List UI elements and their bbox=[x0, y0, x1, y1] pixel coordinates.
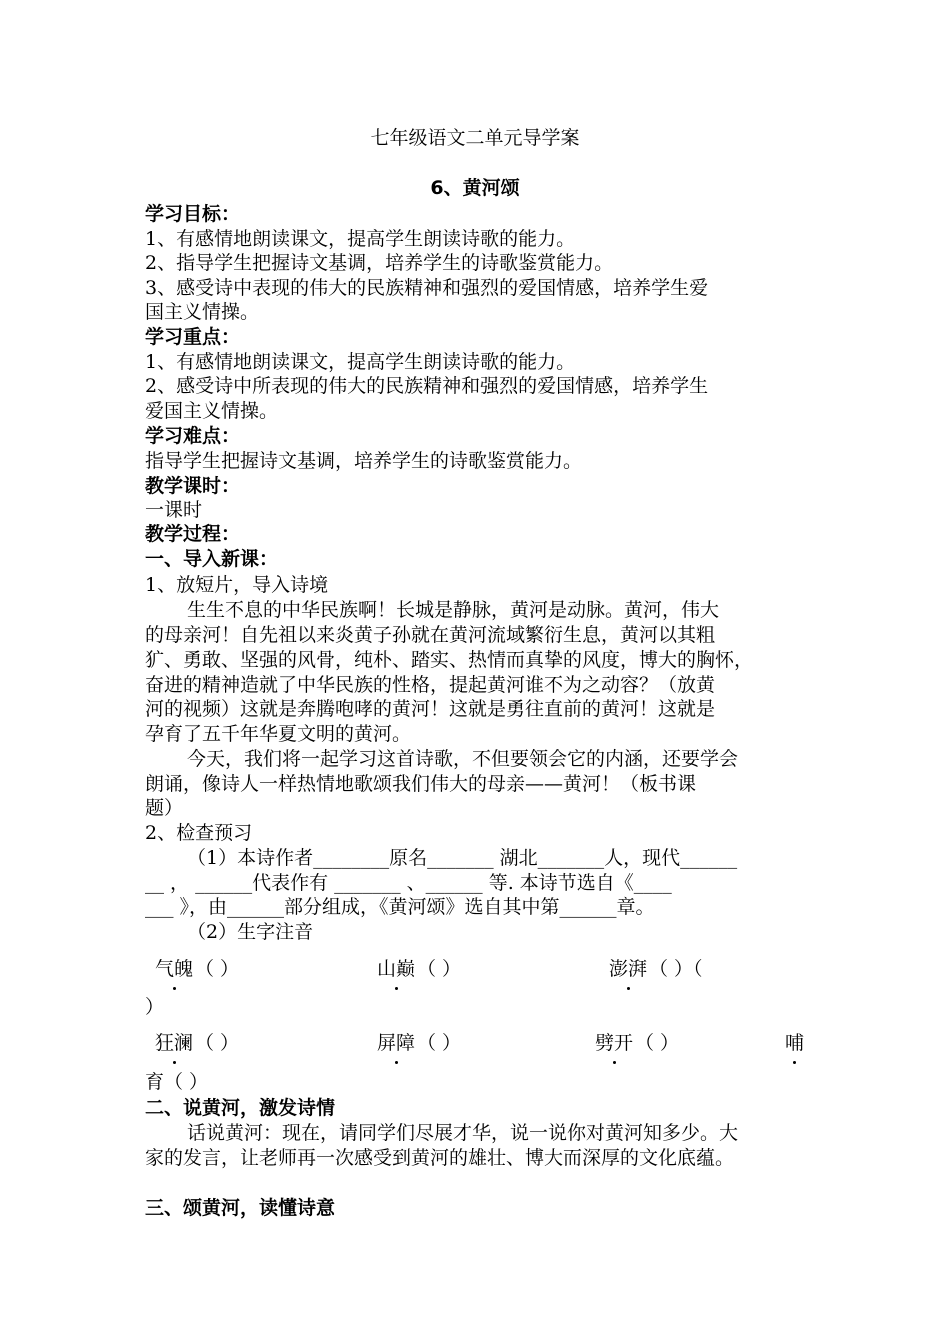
key-item: 1、有感情地朗读课文，提高学生朗读诗歌的能力。 bbox=[145, 351, 576, 373]
pinyin-blank-cont: ） bbox=[145, 996, 165, 1018]
pinyin-blank: （ ） bbox=[417, 958, 462, 980]
fill-blank-line: ___ 》，由______部分组成，《黄河颂》选自其中第______章。 bbox=[145, 896, 655, 918]
pinyin-item bbox=[377, 1031, 415, 1055]
hours-text: 一课时 bbox=[145, 499, 203, 521]
paragraph-line: 朗诵，像诗人一样热情地歌颂我们伟大的母亲——黄河！（板书课 bbox=[145, 773, 697, 795]
dotted-char: 气魄 bbox=[155, 958, 194, 980]
dotted-char: 哺 bbox=[785, 1032, 805, 1054]
heading-difficulties: 学习难点： bbox=[145, 425, 241, 447]
goal-item: 3、感受诗中表现的伟大的民族精神和强烈的爱国情感，培养学生爱 bbox=[145, 277, 709, 299]
pinyin-item-cont: 育（ ） bbox=[145, 1071, 209, 1093]
fill-blank-line: （1）本诗作者________原名_______ 湖北_______人，现代______ bbox=[187, 847, 738, 869]
goal-item-cont: 国主义情操。 bbox=[145, 301, 260, 323]
pinyin-blank: （ ） bbox=[195, 958, 240, 980]
paragraph-line: 今天，我们将一起学习这首诗歌，不但要领会它的内涵，还要学会 bbox=[187, 748, 739, 770]
section-1-heading: 一、导入新课： bbox=[145, 548, 279, 570]
subsection-heading: 2、检查预习 bbox=[145, 822, 253, 844]
pinyin-item bbox=[155, 957, 193, 981]
fill-blank-line: __ ， ______代表作有 _______ 、______ 等. 本诗节选自《____ bbox=[145, 872, 672, 894]
paragraph-line: 河的视频）这就是奔腾咆哮的黄河！这就是勇往直前的黄河！这就是 bbox=[145, 698, 716, 720]
dotted-char: 山巅 bbox=[377, 958, 416, 980]
dotted-char: 澎湃 bbox=[609, 958, 648, 980]
section-3-heading: 三、颂黄河，读懂诗意 bbox=[145, 1197, 336, 1219]
paragraph-line: 奋进的精神造就了中华民族的性格，提起黄河谁不为之动容？（放黄 bbox=[145, 674, 716, 696]
heading-hours: 教学课时： bbox=[145, 475, 241, 497]
pinyin-item bbox=[785, 1031, 804, 1055]
pinyin-item bbox=[377, 957, 415, 981]
goal-item: 2、指导学生把握诗文基调，培养学生的诗歌鉴赏能力。 bbox=[145, 252, 614, 274]
paragraph-line: 生生不息的中华民族啊！长城是静脉，黄河是动脉。黄河，伟大 bbox=[187, 599, 720, 621]
pinyin-blank: （ ）（ bbox=[649, 958, 703, 980]
heading-goals: 学习目标： bbox=[145, 203, 241, 225]
pinyin-blank: （ ） bbox=[417, 1032, 462, 1054]
dotted-char: 屏障 bbox=[377, 1032, 416, 1054]
paragraph-line: 话说黄河：现在，请同学们尽展才华，说一说你对黄河知多少。大 bbox=[187, 1122, 739, 1144]
pinyin-item bbox=[609, 957, 647, 981]
dotted-char: 狂澜 bbox=[155, 1032, 194, 1054]
heading-process: 教学过程： bbox=[145, 523, 241, 545]
paragraph-line: 犷、勇敢、坚强的风骨，纯朴、踏实、热情而真挚的风度，博大的胸怀， bbox=[145, 649, 754, 671]
difficulty-item: 指导学生把握诗文基调，培养学生的诗歌鉴赏能力。 bbox=[145, 450, 583, 472]
key-item: 2、感受诗中所表现的伟大的民族精神和强烈的爱国情感，培养学生 bbox=[145, 375, 709, 397]
pinyin-blank: （ ） bbox=[635, 1032, 680, 1054]
document-title: 七年级语文二单元导学案 bbox=[370, 127, 580, 149]
subsection-heading: 1、放短片，导入诗境 bbox=[145, 574, 329, 596]
pinyin-blank: （ ） bbox=[195, 1032, 240, 1054]
question-heading: （2）生字注音 bbox=[187, 921, 314, 943]
dotted-char: 劈开 bbox=[595, 1032, 634, 1054]
goal-item: 1、有感情地朗读课文，提高学生朗读诗歌的能力。 bbox=[145, 228, 576, 250]
section-2-heading: 二、说黄河，激发诗情 bbox=[145, 1097, 336, 1119]
heading-key-points: 学习重点： bbox=[145, 326, 241, 348]
paragraph-line: 孕育了五千年华夏文明的黄河。 bbox=[145, 723, 412, 745]
paragraph-line: 家的发言，让老师再一次感受到黄河的雄壮、博大而深厚的文化底蕴。 bbox=[145, 1147, 735, 1169]
paragraph-line: 的母亲河！自先祖以来炎黄子孙就在黄河流域繁衍生息，黄河以其粗 bbox=[145, 624, 716, 646]
pinyin-item bbox=[595, 1031, 633, 1055]
pinyin-item bbox=[155, 1031, 193, 1055]
lesson-title: 6、黄河颂 bbox=[430, 177, 520, 199]
key-item-cont: 爱国主义情操。 bbox=[145, 400, 279, 422]
paragraph-line: 题） bbox=[145, 797, 184, 819]
